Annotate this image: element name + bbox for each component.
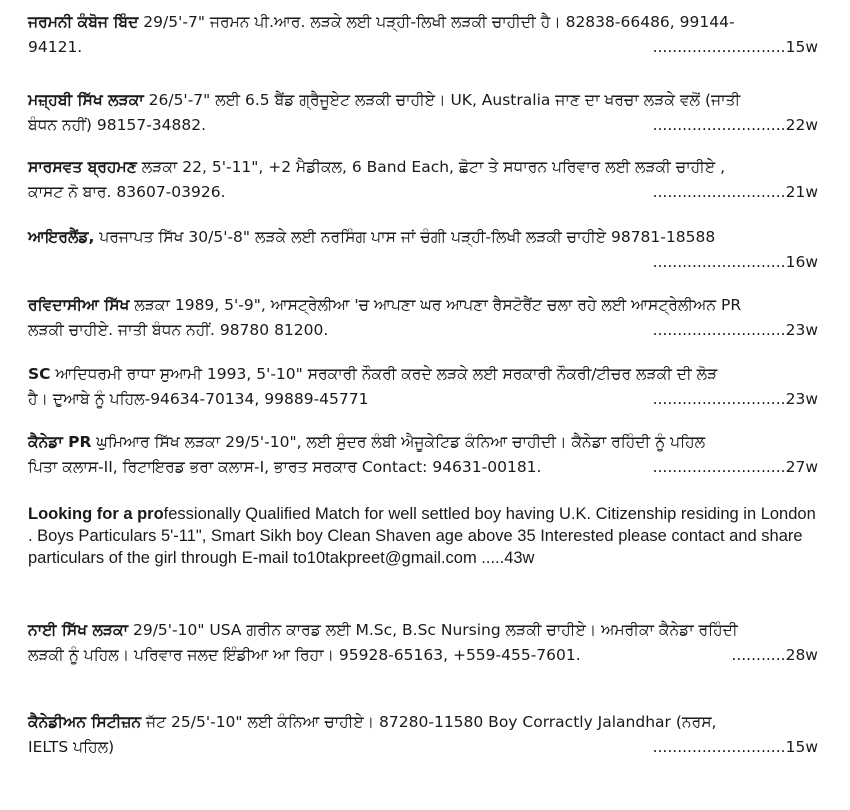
- ad-text-end: ਕਾਸਟ ਨੋ ਬਾਰ. 83607-03926.: [28, 183, 226, 201]
- ad-8: [28, 503, 818, 569]
- ad-tail: [28, 35, 818, 60]
- ad-text: 26/5'-7" ਲਈ 6.5 ਬੈਂਡ ਗ੍ਰੈਜੂਏਟ ਲੜਕੀ ਚਾਹੀਏ। UK, Australia ਜਾਣ ਦਾ ਖਰਚਾ ਲੜਕੇ ਵਲੋਂ (ਜਾਤੀ: [143, 91, 741, 109]
- ad-3: [28, 155, 818, 205]
- ad-tail: [28, 113, 818, 138]
- ad-tail: [28, 180, 818, 205]
- ad-1: [28, 10, 818, 60]
- ad-heading: ਜਰਮਨੀ ਕੰਬੋਜ ਬਿੰਦ: [28, 13, 139, 31]
- ad-code: ...........................16w: [652, 253, 818, 271]
- ad-heading: ਕੈਨੇਡਾ PR: [28, 433, 92, 451]
- ad-text: 29/5'-7" ਜਰਮਨ ਪੀ.ਆਰ. ਲੜਕੇ ਲਈ ਪੜ੍ਹੀ-ਲਿਖੀ ਲੜਕੀ ਚਾਹੀਦੀ ਹੈ। 82838-66486, 99144-: [138, 13, 735, 31]
- ad-text: ਲੜਕਾ 22, 5'-11", +2 ਮੈਡੀਕਲ, 6 Band Each, ਛੋਟਾ ਤੇ ਸਧਾਰਨ ਪਰਿਵਾਰ ਲਈ ਲੜਕੀ ਚਾਹੀਏ ,: [136, 158, 725, 176]
- ad-heading: ਆਇਰਲੈਂਡ,: [28, 228, 95, 246]
- ad-body: [28, 430, 818, 455]
- ad-text-end: ਲੜਕੀ ਨੂੰ ਪਹਿਲ। ਪਰਿਵਾਰ ਜਲਦ ਇੰਡੀਆ ਆ ਰਿਹਾ। 95928-65163, +559-455-7601.: [28, 646, 581, 664]
- ad-10: [28, 710, 818, 760]
- ad-body: [28, 88, 818, 113]
- ad-code: ...........28w: [731, 646, 818, 664]
- ad-tail: [28, 387, 818, 412]
- ad-tail: [28, 735, 818, 760]
- ad-heading: Looking for a pro: [28, 505, 164, 523]
- ad-text: 29/5'-10" USA ਗਰੀਨ ਕਾਰਡ ਲਈ M.Sc, B.Sc Nursing ਲੜਕੀ ਚਾਹੀਏ। ਅਮਰੀਕਾ ਕੈਨੇਡਾ ਰਹਿੰਦੀ: [128, 621, 738, 639]
- ad-text: ਪਰਜਾਪਤ ਸਿੱਖ 30/5'-8" ਲੜਕੇ ਲਈ ਨਰਸਿੰਗ ਪਾਸ ਜਾਂ ਚੰਗੀ ਪੜ੍ਹੀ-ਲਿਖੀ ਲੜਕੀ ਚਾਹੀਏ 98781-18588: [94, 228, 716, 246]
- ad-4: [28, 225, 818, 275]
- ad-text-end: ਹੈ। ਦੁਆਬੇ ਨੂੰ ਪਹਿਲ-94634-70134, 99889-45771: [28, 390, 369, 408]
- ad-body: [28, 10, 818, 35]
- ad-body: [28, 293, 818, 318]
- ad-heading: ਮਜ਼੍ਹਬੀ ਸਿੱਖ ਲੜਕਾ: [28, 91, 144, 109]
- ad-2: [28, 88, 818, 138]
- ad-tail: [28, 643, 818, 668]
- ad-5: [28, 293, 818, 343]
- ad-text: ਘੁਮਿਆਰ ਸਿੱਖ ਲੜਕਾ 29/5'-10", ਲਈ ਸੁੰਦਰ ਲੰਬੀ ਐਜੂਕੇਟਿਡ ਕੰਨਿਆ ਚਾਹੀਦੀ। ਕੈਨੇਡਾ ਰਹਿੰਦੀ ਨੂੰ ਪਹਿਲ: [91, 433, 706, 451]
- ad-7: [28, 430, 818, 480]
- ad-text: ਲੜਕਾ 1989, 5'-9", ਆਸਟ੍ਰੇਲੀਆ 'ਚ ਆਪਣਾ ਘਰ ਆਪਣਾ ਰੈਸਟੋਰੈਂਟ ਚਲਾ ਰਹੇ ਲਈ ਆਸਟ੍ਰੇਲੀਅਨ PR: [129, 296, 742, 314]
- ad-text-end: 94121.: [28, 38, 83, 56]
- ad-tail: [28, 455, 818, 480]
- ad-heading: ਸਾਰਸਵਤ ਬ੍ਰਹਮਣ: [28, 158, 137, 176]
- ad-text-end: ਬੰਧਨ ਨਹੀਂ) 98157-34882.: [28, 116, 207, 134]
- ad-code: ...........................15w: [652, 738, 818, 756]
- ad-text: fessionally Qualified Match for well settled boy having U.K. Citizenship residing in London . Boys Particulars 5'-11", Smart Sikh boy Clean Shaven age above 35 Interested please contact and share particulars of the girl through E-mail to10takpreet@gmail.com .....43w: [28, 505, 816, 567]
- ad-body: [28, 710, 818, 735]
- ad-9: [28, 618, 818, 668]
- ad-heading: ਕੈਨੇਡੀਅਨ ਸਿਟੀਜ਼ਨ: [28, 713, 142, 731]
- ad-heading: SC: [28, 365, 51, 383]
- ad-body: [28, 362, 818, 387]
- ad-6: [28, 362, 818, 412]
- ad-code: ...........................22w: [652, 116, 818, 134]
- ad-body: [28, 225, 818, 250]
- ad-code: ...........................21w: [652, 183, 818, 201]
- ad-code: ...........................15w: [652, 38, 818, 56]
- ad-heading: ਰਵਿਦਾਸੀਆ ਸਿੱਖ: [28, 296, 130, 314]
- ad-code: ...........................23w: [652, 390, 818, 408]
- ad-code: ...........................27w: [652, 458, 818, 476]
- ad-body: [28, 618, 818, 643]
- ad-text: ਆਦਿਧਰਮੀ ਰਾਧਾ ਸੁਆਮੀ 1993, 5'-10" ਸਰਕਾਰੀ ਨੌਕਰੀ ਕਰਦੇ ਲੜਕੇ ਲਈ ਸਰਕਾਰੀ ਨੌਕਰੀ/ਟੀਚਰ ਲੜਕੀ ਦੀ ਲੋੜ: [50, 365, 718, 383]
- ad-text: ਜੱਟ 25/5'-10" ਲਈ ਕੰਨਿਆ ਚਾਹੀਏ। 87280-11580 Boy Corractly Jalandhar (ਨਰਸ,: [141, 713, 717, 731]
- ad-tail: [28, 250, 818, 275]
- ad-text-end: IELTS ਪਹਿਲ): [28, 738, 115, 756]
- ad-code: ...........................23w: [652, 321, 818, 339]
- ad-body: [28, 155, 818, 180]
- ad-tail: [28, 318, 818, 343]
- ad-heading: ਨਾਈ ਸਿੱਖ ਲੜਕਾ: [28, 621, 129, 639]
- ad-text-end: ਲੜਕੀ ਚਾਹੀਏ. ਜਾਤੀ ਬੰਧਨ ਨਹੀਂ. 98780 81200.: [28, 321, 329, 339]
- ad-body: [28, 503, 818, 569]
- ad-text-end: ਪਿਤਾ ਕਲਾਸ-II, ਰਿਟਾਇਰਡ ਭਰਾ ਕਲਾਸ-I, ਭਾਰਤ ਸਰਕਾਰ Contact: 94631-00181.: [28, 458, 542, 476]
